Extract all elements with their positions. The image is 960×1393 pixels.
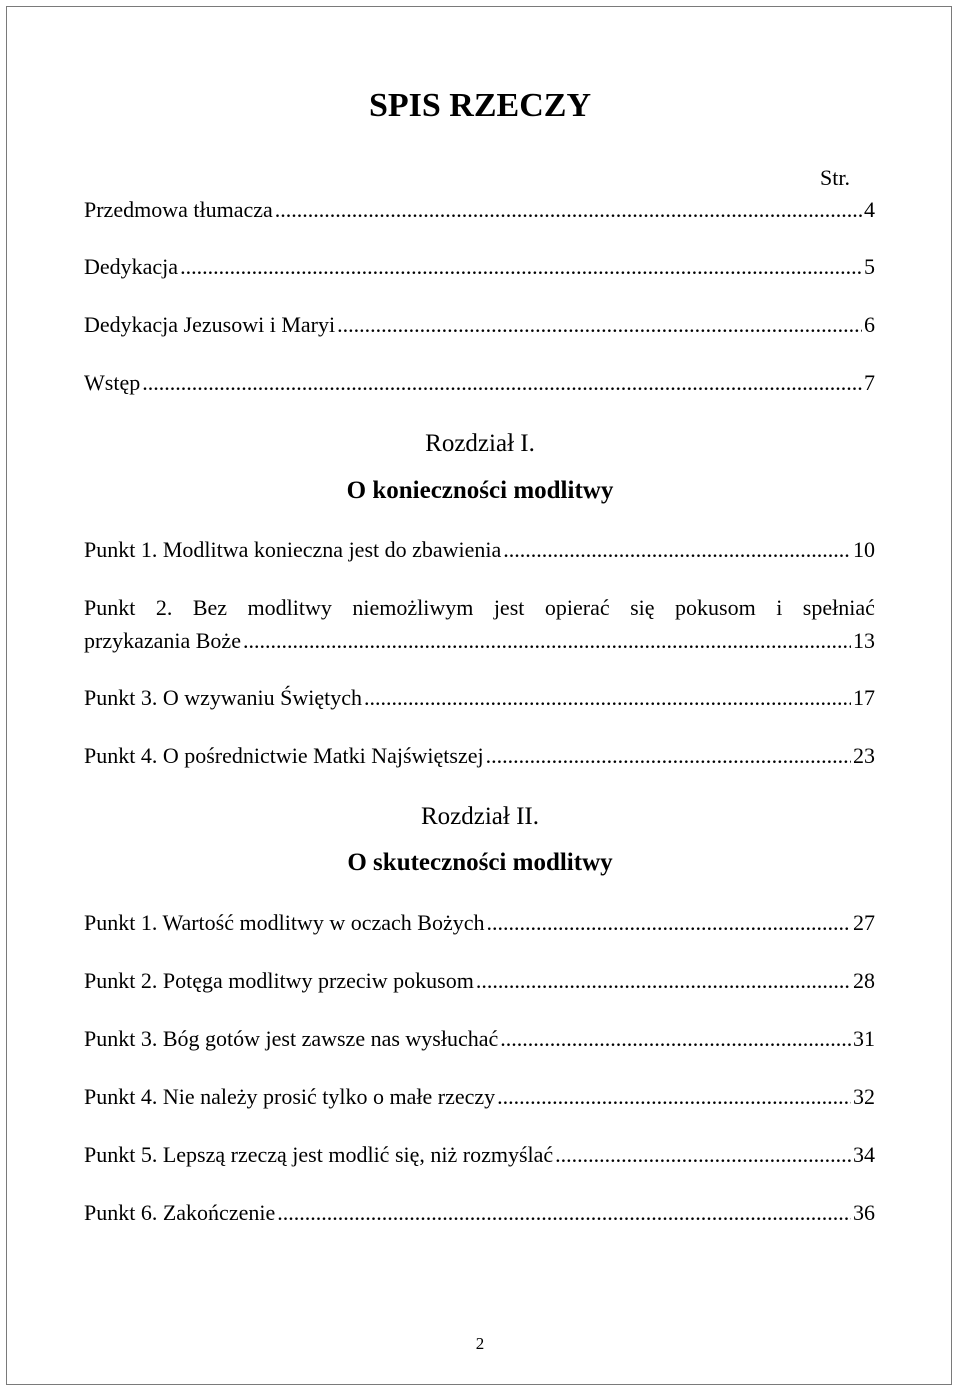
toc-entry-page: 36 [853, 1200, 875, 1225]
toc-entry-page: 27 [853, 910, 875, 935]
leader-dots [364, 684, 851, 712]
toc-entry[interactable] [84, 1083, 875, 1111]
word: pokusom [675, 595, 756, 620]
toc-entry[interactable] [84, 967, 875, 995]
toc-entry-page: 10 [853, 537, 875, 562]
page-column-label: Str. [820, 165, 850, 190]
page-title: SPIS RZECZY [368, 87, 591, 124]
toc-entry-text: Przedmowa tłumacza [84, 197, 273, 222]
word: i [776, 595, 783, 620]
toc-entry[interactable] [84, 627, 875, 655]
toc-entry[interactable] [84, 742, 875, 770]
toc-entry-text: Punkt 3. Bóg gotów jest zawsze nas wysłuchać [84, 1026, 499, 1051]
toc-entry-text: Punkt 1. Wartość modlitwy w oczach Bożych [84, 910, 485, 935]
toc-entry-text: przykazania Boże [84, 628, 241, 653]
toc-entry-page: 32 [853, 1084, 875, 1109]
leader-dots [555, 1141, 851, 1169]
chapter-title: O konieczności modlitwy [346, 477, 614, 504]
leader-dots [497, 1083, 851, 1111]
word: opierać [544, 595, 610, 620]
leader-dots [486, 742, 851, 770]
toc-entry-page: 4 [864, 197, 875, 222]
toc-entry-text: Punkt 6. Zakończenie [84, 1200, 276, 1225]
toc-entry-page: 23 [853, 743, 875, 768]
toc-entry[interactable] [84, 196, 875, 224]
toc-entry-text: Dedykacja Jezusowi i Maryi [84, 312, 336, 337]
chapter-number: Rozdział II. [420, 803, 539, 830]
word: Punkt [84, 595, 136, 620]
leader-dots [476, 967, 851, 995]
toc-entry-text: Punkt 4. Nie należy prosić tylko o małe rzeczy [84, 1084, 496, 1109]
leader-dots [275, 196, 862, 224]
toc-entry[interactable] [84, 1025, 875, 1053]
toc-entry-page: 7 [864, 370, 875, 395]
leader-dots [277, 1199, 851, 1227]
toc-entry-text: Punkt 3. O wzywaniu Świętych [84, 685, 363, 710]
leader-dots [503, 536, 851, 564]
toc-entry[interactable] [84, 684, 875, 712]
leader-dots [486, 909, 851, 937]
toc-entry-text: Punkt 2. Potęga modlitwy przeciw pokusom [84, 968, 474, 993]
word: Bez [192, 595, 228, 620]
toc-entry-page: 34 [853, 1142, 875, 1167]
leader-dots [180, 253, 862, 281]
toc-entry[interactable] [84, 253, 875, 281]
toc-entry[interactable] [84, 311, 875, 339]
toc-entry[interactable] [84, 369, 875, 397]
toc-entry-page: 31 [853, 1026, 875, 1051]
chapter-number: Rozdział I. [425, 430, 535, 457]
toc-entry-line1[interactable] [84, 594, 875, 622]
toc-entry-page: 28 [853, 968, 875, 993]
toc-entry[interactable] [84, 1199, 875, 1227]
chapter-title: O skuteczności modlitwy [347, 849, 613, 876]
toc-entry[interactable] [84, 1141, 875, 1169]
toc-entry-page: 13 [853, 628, 875, 653]
page-number: 2 [475, 1334, 485, 1353]
toc-entry-text: Wstęp [84, 370, 141, 395]
word: jest [493, 595, 525, 620]
leader-dots [243, 627, 851, 655]
word: modlitwy [247, 595, 332, 620]
leader-dots [500, 1025, 851, 1053]
word: spełniać [802, 595, 875, 620]
word: się [630, 595, 655, 620]
toc-entry-text: Punkt 1. Modlitwa konieczna jest do zbawienia [84, 537, 502, 562]
leader-dots [142, 369, 862, 397]
toc-entry-text: Punkt 5. Lepszą rzeczą jest modlić się, niż rozmyślać [84, 1142, 554, 1167]
toc-entry-page: 17 [853, 685, 875, 710]
leader-dots [337, 311, 862, 339]
word: 2. [155, 595, 173, 620]
toc-entry-page: 6 [864, 312, 875, 337]
toc-entry[interactable] [84, 909, 875, 937]
toc-entry-text: Dedykacja [84, 254, 179, 279]
toc-entry[interactable] [84, 536, 875, 564]
toc-entry-text: Punkt 4. O pośrednictwie Matki Najświętszej [84, 743, 484, 768]
word: niemożliwym [352, 595, 474, 620]
toc-entry-page: 5 [864, 254, 875, 279]
